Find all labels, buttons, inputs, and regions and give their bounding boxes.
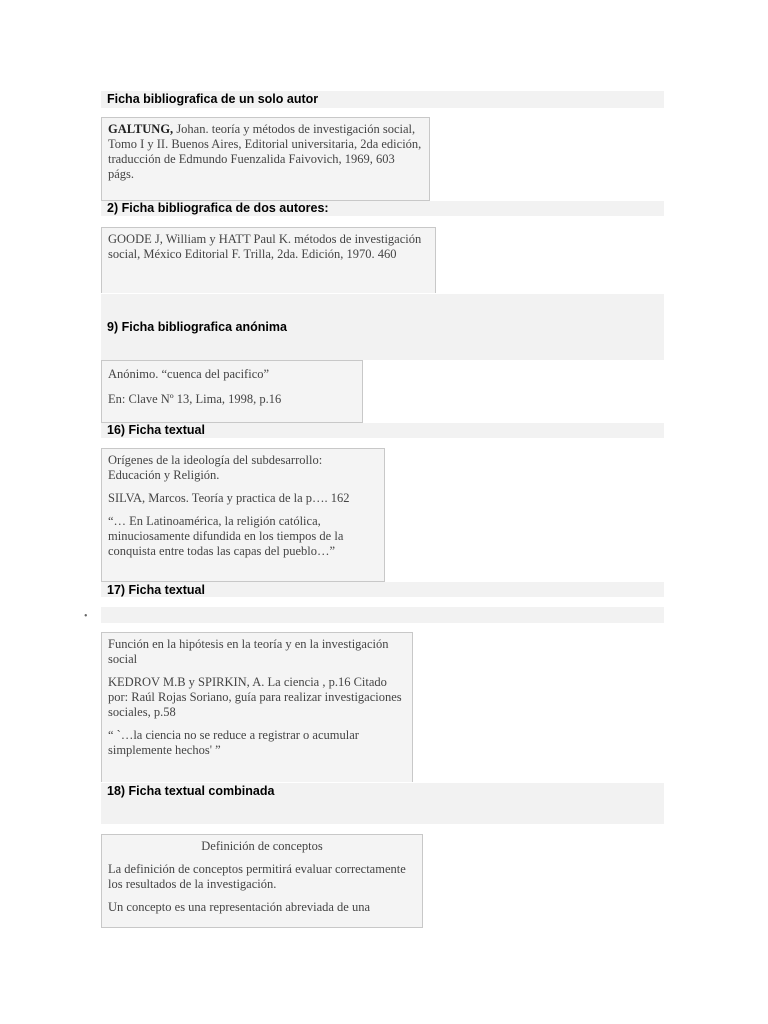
card-body: GOODE J, William y HATT Paul K. métodos de investigación social, México Editorial F. Trilla, 2da. Edición, 1970. 460	[108, 232, 422, 261]
bibliographic-card	[101, 360, 363, 423]
combined-card	[101, 834, 423, 928]
textual-card	[101, 448, 385, 582]
section-heading: Ficha bibliografica de un solo autor	[107, 92, 319, 106]
card-source: En: Clave Nº 13, Lima, 1998, p.16	[108, 392, 282, 406]
card-paragraph: Un concepto es una representación abreviada de una	[108, 900, 371, 914]
card-text	[108, 122, 423, 182]
empty-band	[101, 607, 664, 623]
card-reference: KEDROV M.B y SPIRKIN, A. La ciencia , p.16 Citado por: Raúl Rojas Soriano, guía para realizar investigaciones sociales, p.58	[108, 675, 402, 719]
section-heading: 16) Ficha textual	[107, 423, 205, 437]
card-reference: SILVA, Marcos. Teoría y practica de la p…. 162	[108, 491, 350, 505]
card-title: Anónimo. “cuenca del pacifico”	[108, 367, 270, 381]
card-title: Definición de conceptos	[201, 839, 323, 853]
card-quote: “… En Latinoamérica, la religión católica, minuciosamente difundida en los tiempos de la conquista entre todas las capas del pueblo…”	[108, 514, 344, 558]
card-author: GALTUNG,	[108, 122, 174, 136]
card-quote: “ `…la ciencia no se reduce a registrar o acumular simplemente hechos' ”	[108, 728, 359, 757]
bibliographic-card	[101, 117, 430, 201]
textual-card	[101, 632, 413, 782]
card-body: Johan. teoría y métodos de investigación social, Tomo I y II. Buenos Aires, Editorial universitaria, 2da edición, traducción de Edmundo Fuenzalida Faivovich, 1969, 603 págs.	[108, 122, 422, 181]
card-title: Función en la hipótesis en la teoría y en la investigación social	[108, 637, 389, 666]
bibliographic-card	[101, 227, 436, 293]
section-heading: 2) Ficha bibliografica de dos autores:	[107, 201, 329, 215]
card-paragraph: La definición de conceptos permitirá evaluar correctamente los resultados de la investigación.	[108, 862, 406, 891]
section-heading: 17) Ficha textual	[107, 583, 205, 597]
card-title: Orígenes de la ideología del subdesarrollo: Educación y Religión.	[108, 453, 323, 482]
bullet-point: •	[84, 611, 88, 622]
section-heading: 9) Ficha bibliografica anónima	[107, 320, 287, 334]
section-heading: 18) Ficha textual combinada	[107, 784, 275, 798]
